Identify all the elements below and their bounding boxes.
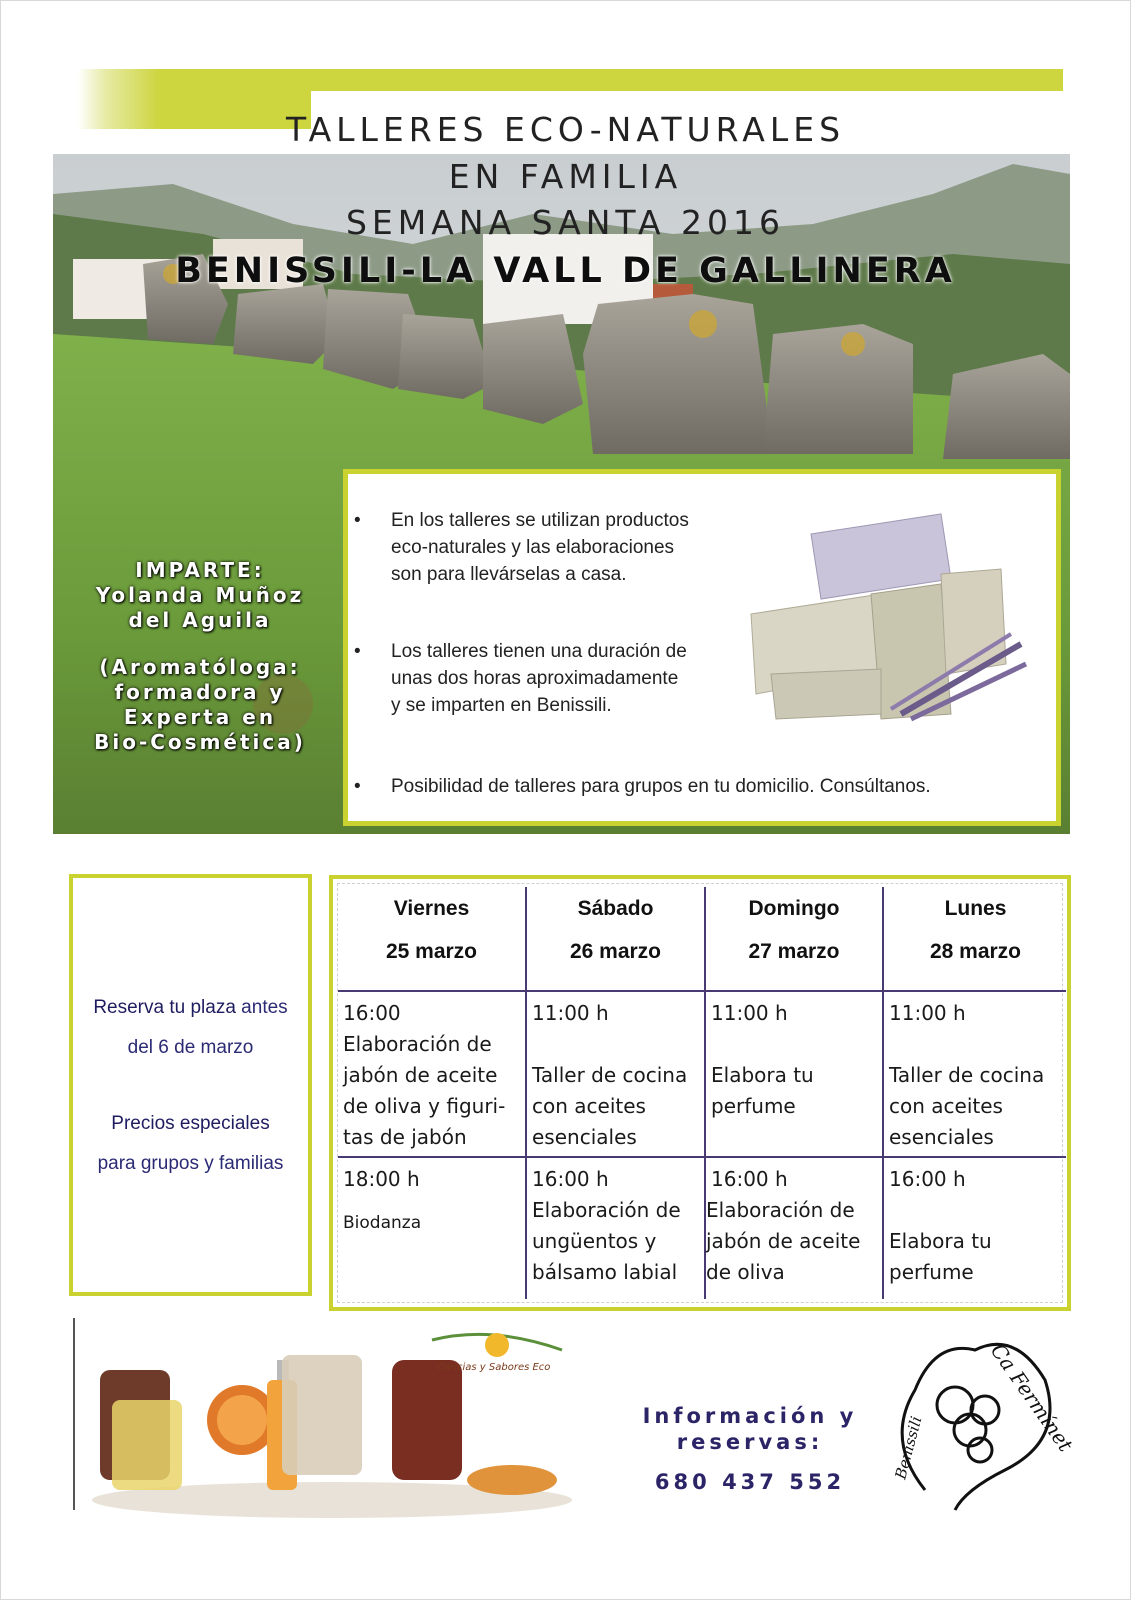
day-name: Sábado [577, 897, 654, 920]
slot-sat-1 [532, 998, 704, 1153]
reservation-line-2: del 6 de marzo [127, 1037, 254, 1058]
contact-phone: 680 437 552 [654, 1470, 846, 1494]
slot-line: esenciales [532, 1125, 637, 1149]
slot-line: Taller de cocina [889, 1063, 1045, 1087]
ca-ferminet-logo [891, 1320, 1078, 1520]
slot-time: 16:00 h [532, 1167, 609, 1191]
prices-line-2: para grupos y familias [97, 1153, 284, 1174]
info-bullet-2-line-1: Los talleres tienen una duración de [391, 641, 687, 662]
slot-sun-1 [711, 998, 882, 1122]
instructor-role-3: Experta en [123, 705, 277, 729]
slot-line [711, 1029, 882, 1060]
essential-oils-image [92, 1330, 572, 1520]
day-name: Domingo [748, 897, 840, 920]
slot-line: Taller de cocina [532, 1063, 688, 1087]
info-bullet-2-line-2: unas dos horas aproximadamente [391, 668, 679, 689]
soap-bars-image [731, 494, 1031, 724]
slot-time: 11:00 h [532, 1001, 609, 1025]
slot-time: 16:00 [343, 1001, 401, 1025]
slot-line: Elabora tu [889, 1229, 992, 1253]
day-header-sun [706, 887, 882, 973]
schedule-table [329, 875, 1071, 1311]
slot-line: de oliva y figuri- [343, 1094, 506, 1118]
slot-line [889, 1195, 1067, 1226]
slot-line: Elaboración de [706, 1198, 855, 1222]
title-line-1: TALLERES ECO-NATURALES [285, 110, 846, 149]
slot-time: 16:00 h [711, 1167, 788, 1191]
slot-line: Elaboración de [532, 1198, 681, 1222]
reservation-line-1 [73, 988, 308, 1028]
slot-line [889, 1029, 1067, 1060]
slot-sun-2 [706, 1164, 882, 1288]
instructor-name-1: Yolanda Muñoz [95, 583, 305, 607]
day-name: Viernes [393, 897, 470, 920]
reservation-rest: antes [235, 997, 288, 1018]
contact-block [620, 1403, 880, 1455]
slot-line: jabón de aceite [706, 1229, 861, 1253]
reservation-box [69, 874, 312, 1296]
day-header-fri [338, 887, 525, 973]
instructor-block [70, 558, 330, 755]
prices-line-1 [73, 1104, 308, 1144]
slot-line [532, 1029, 704, 1060]
logo2-text-b: Benissili [891, 1414, 926, 1482]
slot-line: tas de jabón [343, 1125, 467, 1149]
title-line-2: EN FAMILIA [448, 157, 683, 196]
day-date: 25 marzo [385, 940, 478, 963]
slot-time: 11:00 h [711, 1001, 788, 1025]
slot-time: 18:00 h [343, 1167, 420, 1191]
bullet-icon: • [354, 641, 361, 662]
slot-line: jabón de aceite [343, 1063, 498, 1087]
info-bullet-2-line-3: y se imparten en Benissili. [391, 695, 612, 716]
bullet-icon: • [354, 510, 361, 531]
logo2-text-a: Ca Fermínet [985, 1339, 1078, 1456]
instructor-spacer [70, 633, 330, 655]
slot-line: Elabora tu [711, 1063, 814, 1087]
slot-sat-2 [532, 1164, 704, 1288]
day-date: 27 marzo [748, 940, 840, 963]
info-bullet-1-line-3: son para llevárselas a casa. [391, 564, 627, 585]
instructor-role-2: formadora y [114, 680, 286, 704]
slot-line: ungüentos y [532, 1229, 657, 1253]
jars-illustration [92, 1330, 572, 1520]
slot-fri-2 [343, 1164, 525, 1239]
slot-line: de oliva [706, 1260, 785, 1284]
info-bullet-1-line-1: En los talleres se utilizan productos [391, 510, 689, 531]
slot-time: 11:00 h [889, 1001, 966, 1025]
instructor-label: IMPARTE: [135, 558, 265, 582]
title-line-3: SEMANA SANTA 2016 [345, 203, 786, 242]
day-name: Lunes [944, 897, 1007, 920]
day-date: 26 marzo [569, 940, 662, 963]
reservation-spacer [73, 1068, 308, 1104]
ca-ferminet-mark [891, 1320, 1078, 1520]
row-divider-2 [338, 1156, 1066, 1158]
info-bullet-3-line-1: Posibilidad de talleres para grupos en tu domicilio. Consúltanos. [391, 776, 931, 797]
instructor-role-4: Bio-Cosmética) [94, 730, 306, 754]
info-box [343, 469, 1061, 826]
slot-line: perfume [711, 1094, 796, 1118]
bullet-icon: • [354, 776, 361, 797]
prices-highlight: Precios especiales [111, 1113, 270, 1134]
slot-time: 16:00 h [889, 1167, 966, 1191]
slot-line: Biodanza [343, 1213, 422, 1233]
slot-line: bálsamo labial [532, 1260, 678, 1284]
slot-mon-1 [889, 998, 1067, 1153]
footer-rule [73, 1318, 75, 1510]
logo1-text: Caricias y Sabores Eco [437, 1362, 551, 1373]
day-header-mon [884, 887, 1067, 973]
day-date: 28 marzo [929, 940, 1022, 963]
title-location: BENISSILI-LA VALL DE GALLINERA [175, 251, 956, 291]
slot-line: Elaboración de [343, 1032, 492, 1056]
contact-line-2: reservas: [676, 1430, 824, 1454]
slot-fri-1 [343, 998, 525, 1153]
row-divider-1 [338, 990, 1066, 992]
contact-line-1: Información y [642, 1404, 858, 1428]
slot-line: con aceites [532, 1094, 646, 1118]
instructor-name-2: del Aguila [128, 608, 272, 632]
slot-line: con aceites [889, 1094, 1003, 1118]
day-header-sat [527, 887, 704, 973]
reservation-highlight: Reserva tu plaza [93, 997, 236, 1018]
info-bullet-1-line-2: eco-naturales y las elaboraciones [391, 537, 675, 558]
slot-mon-2 [889, 1164, 1067, 1288]
slot-line: perfume [889, 1260, 974, 1284]
slot-line: esenciales [889, 1125, 994, 1149]
instructor-role-1: (Aromatóloga: [99, 655, 301, 679]
